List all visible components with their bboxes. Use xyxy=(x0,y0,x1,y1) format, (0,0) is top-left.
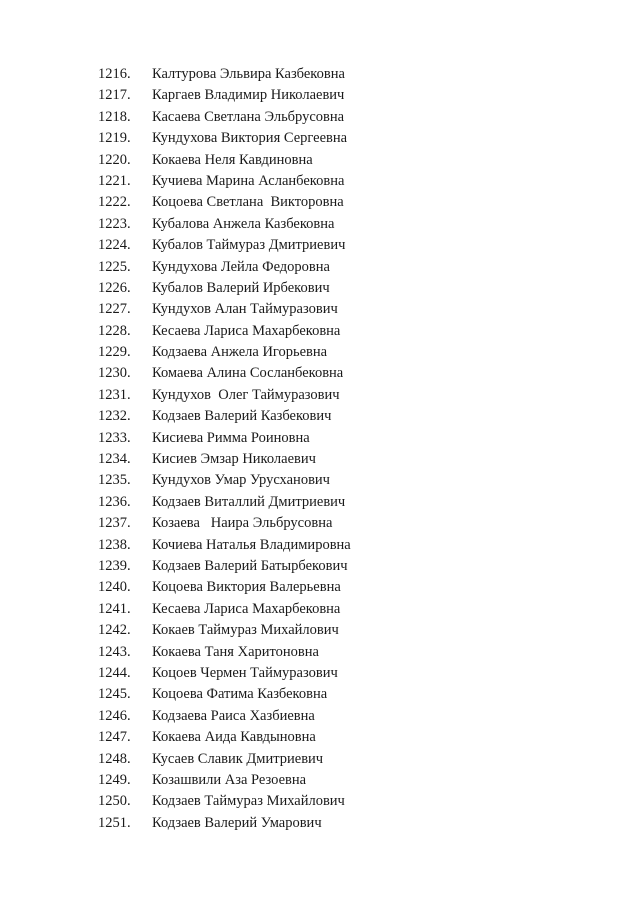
entry-name: Кундухов Умар Урусханович xyxy=(152,472,330,489)
entry-name: Кучиева Марина Асланбековна xyxy=(152,172,345,189)
entry-number: 1223. xyxy=(98,215,131,232)
entry-name: Кисиев Эмзар Николаевич xyxy=(152,451,316,468)
list-item xyxy=(98,342,351,363)
entry-number: 1233. xyxy=(98,429,131,446)
list-item xyxy=(98,556,351,577)
entry-number: 1229. xyxy=(98,344,131,361)
list-item xyxy=(98,577,351,598)
entry-name: Кодзаев Таймураз Михайлович xyxy=(152,793,345,810)
list-item xyxy=(98,363,351,384)
entry-name: Коцоев Чермен Таймуразович xyxy=(152,664,338,681)
entry-name: Кодзаева Раиса Хазбиевна xyxy=(152,707,315,724)
entry-number: 1249. xyxy=(98,771,131,788)
entry-name: Кодзаев Виталлий Дмитриевич xyxy=(152,493,346,510)
entry-name: Кодзаев Валерий Батырбекович xyxy=(152,557,348,574)
list-item xyxy=(98,150,351,171)
entry-number: 1242. xyxy=(98,622,131,639)
list-item xyxy=(98,385,351,406)
list-item xyxy=(98,235,351,256)
entry-number: 1234. xyxy=(98,451,131,468)
list-item xyxy=(98,513,351,534)
list-item xyxy=(98,663,351,684)
list-item xyxy=(98,85,351,106)
list-item xyxy=(98,791,351,812)
entry-name: Кундухов Олег Таймуразович xyxy=(152,386,340,403)
entry-number: 1222. xyxy=(98,194,131,211)
list-item xyxy=(98,599,351,620)
entry-name: Кундухова Лейла Федоровна xyxy=(152,258,330,275)
entry-name: Коцоева Виктория Валерьевна xyxy=(152,579,341,596)
entry-name: Кокаев Таймураз Михайлович xyxy=(152,622,339,639)
entry-number: 1248. xyxy=(98,750,131,767)
entry-number: 1235. xyxy=(98,472,131,489)
entry-name: Кундухов Алан Таймуразович xyxy=(152,301,338,318)
entry-number: 1220. xyxy=(98,151,131,168)
list-item xyxy=(98,535,351,556)
list-item xyxy=(98,406,351,427)
list-item xyxy=(98,706,351,727)
entry-name: Кесаева Лариса Махарбековна xyxy=(152,322,341,339)
entry-name: Кодзаев Валерий Умарович xyxy=(152,814,322,831)
entry-number: 1241. xyxy=(98,600,131,617)
entry-number: 1245. xyxy=(98,686,131,703)
list-item xyxy=(98,64,351,85)
list-item xyxy=(98,470,351,491)
list-item xyxy=(98,620,351,641)
list-item xyxy=(98,128,351,149)
entry-name: Кокаева Таня Харитоновна xyxy=(152,643,319,660)
list-item xyxy=(98,642,351,663)
entry-number: 1238. xyxy=(98,536,131,553)
entry-number: 1236. xyxy=(98,493,131,510)
entry-name: Калтурова Эльвира Казбековна xyxy=(152,66,345,82)
list-item xyxy=(98,192,351,213)
entry-number: 1216. xyxy=(98,66,131,82)
entry-number: 1228. xyxy=(98,322,131,339)
list-item xyxy=(98,727,351,748)
entry-name: Комаева Алина Сосланбековна xyxy=(152,365,344,382)
entry-number: 1251. xyxy=(98,814,131,831)
list-item xyxy=(98,214,351,235)
entry-number: 1239. xyxy=(98,557,131,574)
entry-number: 1221. xyxy=(98,172,131,189)
entry-name: Коцоева Светлана Викторовна xyxy=(152,194,344,211)
list-item xyxy=(98,171,351,192)
list-item xyxy=(98,749,351,770)
entry-name: Кокаева Неля Кавдиновна xyxy=(152,151,313,168)
list-item xyxy=(98,278,351,299)
entry-name: Кубалов Валерий Ирбекович xyxy=(152,279,330,296)
list-item xyxy=(98,321,351,342)
entry-name: Козаева Наира Эльбрусовна xyxy=(152,515,333,532)
entry-number: 1219. xyxy=(98,130,131,147)
entry-number: 1218. xyxy=(98,108,131,125)
entry-name: Кесаева Лариса Махарбековна xyxy=(152,600,341,617)
entry-name: Кундухова Виктория Сергеевна xyxy=(152,130,348,147)
list-item xyxy=(98,257,351,278)
entry-name: Кубалова Анжела Казбековна xyxy=(152,215,335,232)
entry-name: Козашвили Аза Резоевна xyxy=(152,771,307,788)
list-item xyxy=(98,299,351,320)
entry-number: 1247. xyxy=(98,729,131,746)
entry-number: 1227. xyxy=(98,301,131,318)
list-item xyxy=(98,684,351,705)
entry-name: Кисиева Римма Роиновна xyxy=(152,429,310,446)
list-item xyxy=(98,107,351,128)
entry-number: 1244. xyxy=(98,664,131,681)
entry-name: Кокаева Аида Кавдыновна xyxy=(152,729,316,746)
entry-number: 1243. xyxy=(98,643,131,660)
entry-number: 1217. xyxy=(98,87,131,104)
entry-name: Каргаев Владимир Николаевич xyxy=(152,87,345,104)
entry-number: 1225. xyxy=(98,258,131,275)
entry-number: 1232. xyxy=(98,408,131,425)
entry-number: 1231. xyxy=(98,386,131,403)
entry-number: 1226. xyxy=(98,279,131,296)
list-item xyxy=(98,428,351,449)
entry-name: Коцоева Фатима Казбековна xyxy=(152,686,328,703)
entry-number: 1250. xyxy=(98,793,131,810)
entry-name: Кубалов Таймураз Дмитриевич xyxy=(152,237,346,254)
entry-number: 1224. xyxy=(98,237,131,254)
list-item xyxy=(98,492,351,513)
list-item xyxy=(98,813,351,834)
list-item xyxy=(98,449,351,470)
entry-number: 1240. xyxy=(98,579,131,596)
entry-name: Касаева Светлана Эльбрусовна xyxy=(152,108,345,125)
entry-name: Кодзаев Валерий Казбекович xyxy=(152,408,332,425)
list-item xyxy=(98,770,351,791)
entry-number: 1237. xyxy=(98,515,131,532)
entry-name: Кусаев Славик Дмитриевич xyxy=(152,750,324,767)
entry-number: 1230. xyxy=(98,365,131,382)
entry-name: Кодзаева Анжела Игорьевна xyxy=(152,344,328,361)
entry-number: 1246. xyxy=(98,707,131,724)
name-list xyxy=(98,64,351,834)
entry-name: Кочиева Наталья Владимировна xyxy=(152,536,351,553)
